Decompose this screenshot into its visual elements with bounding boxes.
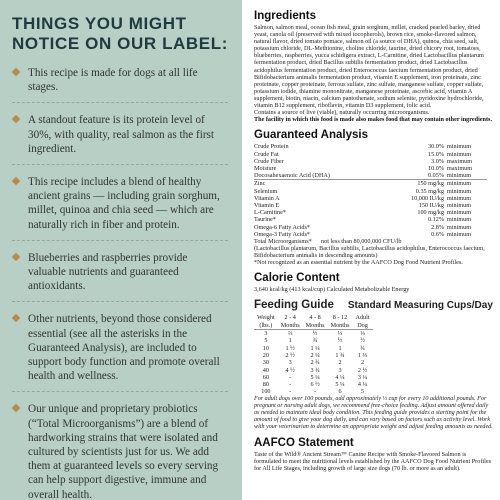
diamond-bullet-icon	[12, 68, 20, 76]
ga-qualifier: maximum	[447, 164, 473, 172]
ga-row	[254, 158, 487, 165]
feeding-row	[254, 345, 373, 352]
notes-item-text: A standout feature is its protein level of 30%, with quality, real salmon as the first ingredient.	[28, 114, 215, 155]
feeding-cell: 6	[338, 388, 342, 396]
feeding-row	[254, 388, 373, 395]
feeding-cell: 30	[262, 359, 269, 367]
diamond-bullet-icon	[12, 253, 20, 261]
notes-item-text: Blueberries and raspberries provide valuable nutrients and guaranteed antioxidants.	[28, 251, 188, 293]
feeding-header-cell	[254, 314, 278, 329]
divider	[12, 164, 228, 165]
feeding-cell: 5	[264, 337, 268, 345]
ga-value: 0.12%	[428, 216, 444, 224]
feeding-cell: 6 ½	[310, 381, 320, 389]
ga-row	[254, 143, 487, 150]
feeding-cell: 3	[338, 366, 342, 374]
divider	[12, 391, 228, 392]
ingredients-note: Contains a source of live (viable), naturally occurring microorganisms.	[254, 109, 430, 117]
feeding-cell: -	[289, 373, 292, 381]
ga-nutrient: Omega-3 Fatty Acids*	[254, 230, 311, 238]
ga-qualifier: minimum	[447, 223, 472, 231]
feeding-row	[254, 352, 373, 359]
divider	[12, 240, 228, 241]
feeding-cell: 5 ¼	[335, 381, 345, 389]
feeding-guide-heading	[254, 299, 494, 312]
ga-micro-text: (Lactobacillus plantarum, Bacillus subtilis, Lactobacillus acidophilus, Enterococcus faecium, Bifidobacterium animalis in descending amounts)	[254, 245, 485, 260]
feeding-header-line: Adult	[355, 314, 370, 322]
feeding-cell: 2	[360, 359, 365, 367]
feeding-header-line: Months	[330, 321, 350, 329]
feeding-header-line: Weight	[257, 314, 275, 322]
feeding-cell: -	[289, 381, 292, 389]
feeding-cell: 80	[262, 381, 269, 389]
ga-qualifier: minimum	[447, 180, 472, 188]
feeding-header-line: (lbs.)	[259, 321, 273, 329]
ga-nutrient: L-Carnitine*	[254, 209, 286, 217]
ga-row	[254, 165, 487, 172]
ga-value: 100 mg/kg	[417, 209, 444, 217]
feeding-cell: ⅓	[337, 330, 343, 338]
feeding-cell: 2 ¼	[310, 351, 320, 359]
feeding-cell: 20	[262, 351, 269, 359]
notes-item-text: This recipe includes a blend of healthy ancient grains — including grain sorghum, millet, quinoa and chia seed — which are naturally rich in fiber and protein.	[28, 176, 220, 231]
ga-nutrient: Crude Fiber	[254, 157, 284, 165]
feeding-cell: ½	[312, 330, 318, 338]
ga-value: 0.05%	[394, 172, 447, 180]
ga-value: 150 mg/kg	[417, 180, 444, 188]
feeding-cell: ⅓	[360, 330, 365, 338]
ingredients-text: Salmon, salmon meal, ocean fish meal, grain sorghum, millet, cracked pearled barley, dried yeast, canola oil (preserved with mixed tocopherols), brown rice, smoke-flavored salmon, natural flavor, dried tomato pomace, salmon oil (a source of DHA), quinoa, chia seed, salt, potassium chloride, DL-Methionine, choline chloride, taurine, dried chicory root, tomatoes, blueberries, raspberries, yucca schidigera extract, L-Carnitine, dried Lactobacillus plantarum fermentation product, dried Bacillus subtilis fermentation product, dried Lactobacillus acidophilus fermentation product, dried Enterococcus faecium fermentation product, dried Bifidobacterium animalis fermentation product, vitamin E supplement, iron proteinate, zinc proteinate, copper proteinate, ferrous sulfate, zinc sulfate, manganese sulfate, copper sulfate, potassium iodide, thiamine mononitrate, manganese proteinate, ascorbic acid, vitamin A supplement, biotin, niacin, calcium pantothenate, sodium selenite, pyridoxine hydrochloride, vitamin B12 supplement, riboflavin, vitamin D3 supplement, folic acid.	[254, 24, 484, 110]
notes-heading	[12, 14, 228, 54]
feeding-row	[254, 374, 373, 381]
ga-qualifier: minimum	[447, 209, 472, 217]
feeding-table	[254, 314, 373, 395]
feeding-header-line: 2 - 4	[284, 314, 296, 322]
feeding-cell: 5 ¼	[310, 373, 320, 381]
feeding-row	[254, 337, 373, 344]
ga-value: 0.6%	[431, 230, 444, 238]
feeding-cell: ½	[337, 337, 343, 345]
ga-micro-value: not less than 80,000,000 CFU/lb	[321, 237, 402, 245]
ga-value: 15.0%	[428, 150, 444, 158]
ga-microorganisms-row	[254, 238, 494, 245]
feeding-cell: 40	[262, 366, 269, 374]
notes-item-text: This recipe is made for dogs at all life stages.	[28, 67, 198, 94]
feeding-header-row	[254, 314, 373, 329]
feeding-header-line: Months	[305, 321, 325, 329]
ga-nutrient: Omega-6 Fatty Acids*	[254, 223, 311, 231]
feeding-note: For adult dogs over 100 pounds, add approximately ⅓ cup for every 10 additional pounds. For pregnant or nursing adult dogs, we recommend free-choice feeding. Adjust amount offered daily as needed to maintain ideal body condition. This feeding guide provides a starting point for the amount of food to give your dog daily, and can vary based on factors such as activity level. Work with your veterinarian to determine an appropriate weight and adjust feeding amounts as needed.	[254, 395, 493, 430]
ga-nutrient: Taurine*	[254, 216, 276, 224]
feeding-cell: ¾	[360, 344, 365, 352]
aafco-title: AAFCO Statement	[254, 436, 354, 449]
ga-qualifier: maximum	[447, 157, 473, 165]
feeding-cell: 100	[261, 388, 271, 396]
notes-item-protein	[12, 113, 228, 165]
ga-value: 2.8%	[431, 223, 444, 231]
feeding-cell: 4 ½	[285, 366, 295, 374]
ga-qualifier: minimum	[447, 150, 472, 158]
notes-item-probiotics	[12, 402, 228, 500]
feeding-cell: 3	[264, 330, 268, 338]
facility-note: The facility in which this food is made also makes food that may contain other ingredients.	[254, 116, 493, 124]
feeding-header-line: 4 - 8	[309, 314, 321, 322]
notes-item-nutrients	[12, 312, 228, 392]
feeding-cell: -	[289, 388, 292, 396]
feeding-cell: 4 ¼	[335, 373, 345, 381]
feeding-header-line: Months	[280, 321, 300, 329]
divider	[12, 102, 228, 103]
ga-row	[254, 195, 487, 202]
diamond-bullet-icon	[12, 314, 20, 322]
calorie-title: Calorie Content	[254, 272, 340, 285]
ga-qualifier: minimum	[447, 194, 472, 202]
ga-qualifier: minimum	[447, 230, 472, 238]
ga-qualifier: minimum	[447, 216, 472, 224]
ga-footnote: *Not recognized as an essential nutrient by the AAFCO Dog Food Nutrient Profiles.	[254, 259, 463, 267]
notes-list	[12, 66, 228, 500]
feeding-header-line: 8 - 12	[332, 314, 348, 322]
ga-value: 3.0%	[431, 157, 444, 165]
notes-item-text: Our unique and proprietary probiotics (“Total Microorganisms”) are a blend of hardworking strains that were isolated and cultured by scientists just for us. We add them at guaranteed levels so every serving can help support digestive, immune and overall health.	[28, 403, 219, 500]
diamond-bullet-icon	[12, 404, 20, 412]
feeding-header-cell	[328, 314, 353, 329]
ga-value: 150 IU/kg	[418, 201, 444, 209]
feeding-row	[254, 381, 373, 388]
ga-micro-label: Total Microorganisms*	[254, 237, 312, 245]
ga-value: 10,000 IU/kg	[411, 194, 444, 202]
feeding-cell: 4 ¼	[357, 381, 368, 389]
ga-nutrient: Docosahexaenoic Acid (DHA)	[254, 172, 394, 180]
ga-value: 0.35 mg/kg	[415, 187, 444, 195]
feeding-subtitle: Standard Measuring Cups/Day	[347, 300, 493, 312]
ga-nutrient: Zinc	[254, 180, 266, 188]
notes-heading-line1: THINGS YOU MIGHT	[12, 14, 187, 33]
feeding-cell: 2 ¾	[310, 359, 320, 367]
feeding-row	[254, 367, 373, 374]
ga-row	[254, 209, 487, 216]
feeding-cell: 1 ½	[285, 344, 295, 352]
ga-row	[254, 216, 487, 223]
feeding-cell: 1	[288, 337, 292, 345]
ga-row	[254, 224, 487, 231]
ga-qualifier: minimum	[447, 201, 472, 209]
feeding-cell: ½	[360, 337, 365, 345]
feeding-row	[254, 359, 373, 366]
feeding-cell: -	[314, 388, 317, 396]
feeding-cell: 1 ⅓	[357, 351, 368, 359]
feeding-title: Feeding Guide	[254, 299, 334, 312]
ingredients-title: Ingredients	[254, 10, 316, 22]
feeding-cell: 1	[338, 344, 342, 352]
feeding-cell: 1 ¾	[335, 351, 345, 359]
label-notes-panel	[0, 0, 242, 500]
ga-qualifier: minimum	[447, 172, 487, 180]
notes-heading-line2: NOTICE ON OUR LABEL:	[12, 34, 228, 53]
calorie-text: 3,640 kcal/kg (413 kcal/cup) Calculated Metabolizable Energy	[254, 286, 410, 294]
ga-row	[254, 231, 487, 238]
notes-item-berries	[12, 251, 228, 303]
diamond-bullet-icon	[12, 115, 20, 123]
feeding-cell: 60	[262, 373, 269, 381]
guaranteed-analysis-title: Guaranteed Analysis	[254, 129, 368, 142]
feeding-cell: ¾	[312, 337, 318, 345]
feeding-cell: 5	[360, 388, 365, 396]
ga-nutrient: Vitamin E	[254, 201, 280, 209]
ga-row	[254, 188, 487, 195]
ga-value: 10.0%	[428, 164, 444, 172]
feeding-header-line: Dog	[357, 321, 368, 329]
notes-item-text: Other nutrients, beyond those considered essential (see all the asterisks in the Guaranteed Analysis), are included to support body function and promote overall health and wellness.	[28, 313, 220, 383]
ga-row	[254, 172, 487, 180]
notes-item-life-stages	[12, 66, 228, 103]
notes-item-grains	[12, 175, 228, 241]
diamond-bullet-icon	[12, 177, 20, 185]
feeding-cell: 3	[288, 359, 292, 367]
ga-row	[254, 180, 487, 188]
feeding-header-cell	[278, 314, 303, 329]
ga-qualifier: minimum	[447, 143, 472, 151]
ga-nutrient: Crude Fat	[254, 150, 279, 158]
ga-qualifier: minimum	[447, 187, 472, 195]
feeding-header-cell	[303, 314, 328, 329]
feeding-cell: 3 ¼	[357, 373, 368, 381]
feeding-cell: 10	[262, 344, 269, 352]
feeding-cell: 2	[338, 359, 342, 367]
ga-nutrient: Moisture	[254, 164, 277, 172]
feeding-cell: ⅔	[287, 330, 293, 338]
guaranteed-analysis-table	[254, 143, 487, 238]
feeding-cell: 3 ¾	[310, 366, 320, 374]
feeding-cell: 2 ½	[357, 366, 368, 374]
ga-row	[254, 202, 487, 209]
ga-nutrient: Selenium	[254, 187, 278, 195]
ga-nutrient: Vitamin A	[254, 194, 280, 202]
ga-row	[254, 151, 487, 158]
ga-nutrient: Crude Protein	[254, 143, 289, 151]
feeding-cell: 1 ¼	[310, 344, 320, 352]
label-panel	[242, 0, 500, 500]
ga-value: 30.0%	[428, 143, 444, 151]
aafco-text: Taste of the Wild® Ancient Stream™ Canine Recipe with Smoke-Flavored Salmon is formulated to meet the nutritional levels established by the AAFCO Dog Food Nutrient Profiles for All Life Stages, including growth of large size dogs (70 lb. or more as an adult).	[254, 450, 491, 472]
feeding-header-cell	[352, 314, 372, 329]
divider	[12, 301, 228, 302]
feeding-cell: 2 ½	[285, 351, 295, 359]
feeding-row	[254, 330, 373, 338]
